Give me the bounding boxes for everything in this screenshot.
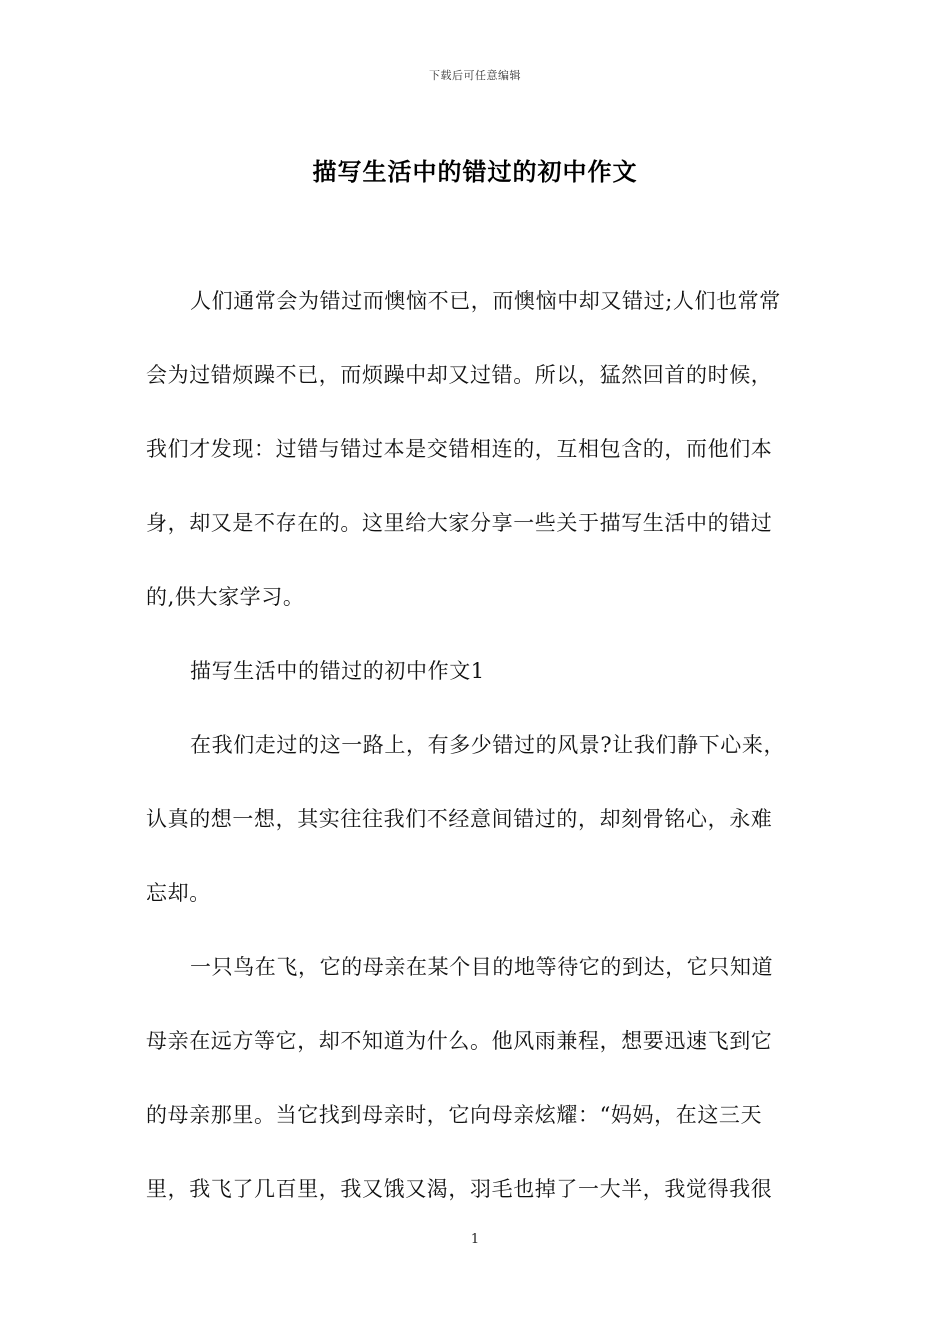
paragraph-line: 的,供大家学习。 <box>146 585 305 609</box>
section-heading: 描写生活中的错过的初中作文1 <box>190 659 485 683</box>
paragraph-line: 的母亲那里。当它找到母亲时，它向母亲炫耀：“妈妈，在这三天 <box>146 1103 763 1127</box>
body-text <box>146 279 808 1241</box>
paragraph-line: 认真的想一想，其实往往我们不经意间错过的，却刻骨铭心，永难 <box>146 807 773 831</box>
paragraph-line: 会为过错烦躁不已，而烦躁中却又过错。所以，猛然回首的时候， <box>146 363 773 387</box>
paragraph-line: 一只鸟在飞，它的母亲在某个目的地等待它的到达，它只知道 <box>190 955 774 979</box>
paragraph-line: 我们才发现：过错与错过本是交错相连的，互相包含的，而他们本 <box>146 437 773 461</box>
paragraph-line: 忘却。 <box>146 881 211 905</box>
page-number: 1 <box>470 1232 480 1247</box>
paragraph-line: 母亲在远方等它，却不知道为什么。他风雨兼程，想要迅速飞到它 <box>146 1029 773 1053</box>
paragraph-line: 在我们走过的这一路上，有多少错过的风景?让我们静下心来， <box>190 733 786 757</box>
paragraph-line: 里，我飞了几百里，我又饿又渴，羽毛也掉了一大半，我觉得我很 <box>146 1177 773 1201</box>
paragraph-line: 身，却又是不存在的。这里给大家分享一些关于描写生活中的错过 <box>146 511 773 535</box>
paragraph-line: 人们通常会为错过而懊恼不已，而懊恼中却又错过;人们也常常 <box>190 289 781 313</box>
header-note: 下载后可任意编辑 <box>429 69 521 82</box>
document-title: 描写生活中的错过的初中作文 <box>312 157 638 186</box>
